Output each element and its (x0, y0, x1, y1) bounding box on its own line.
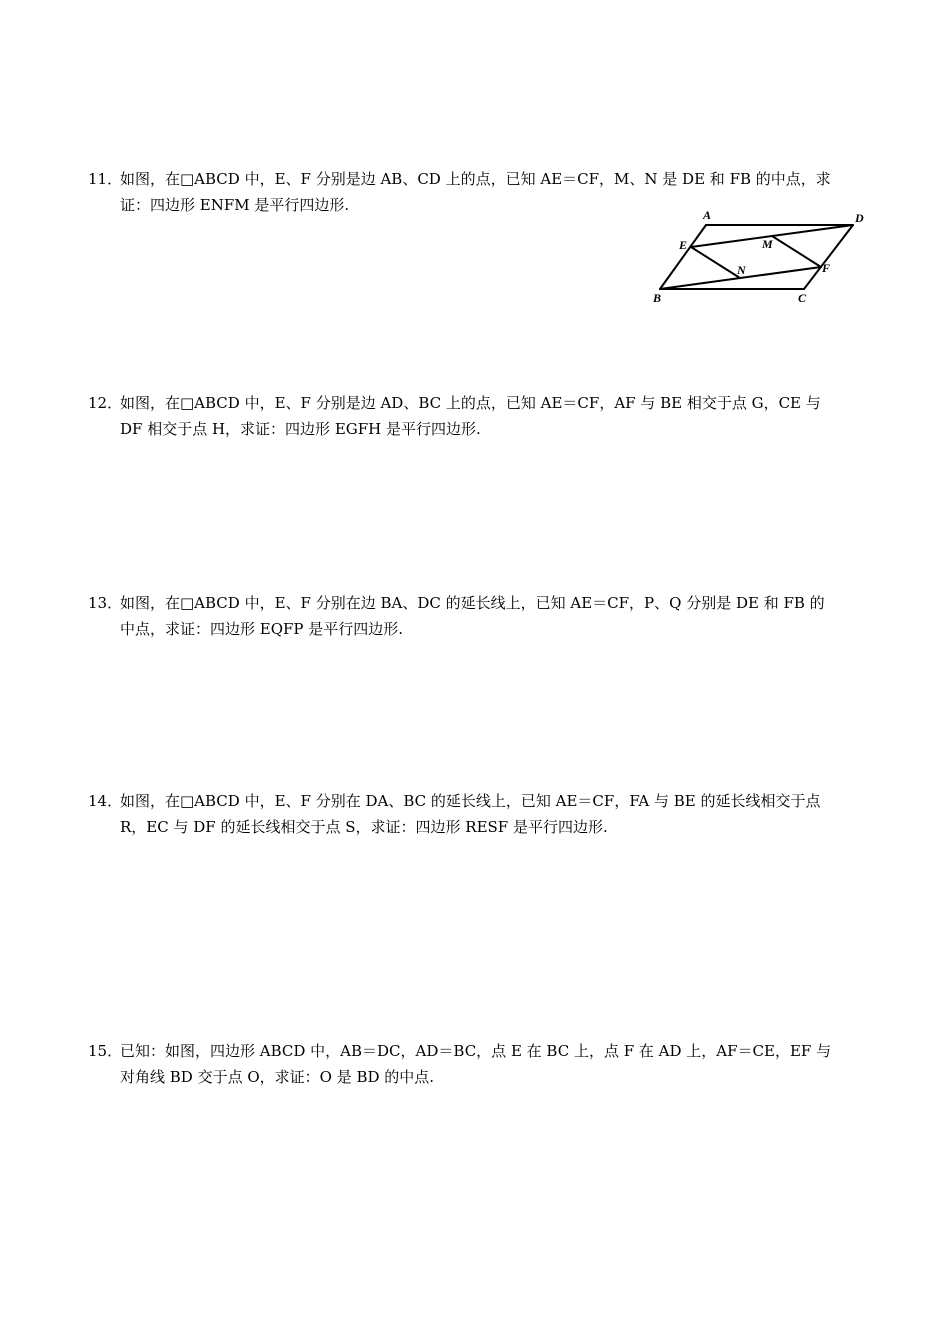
label-a: A (703, 208, 712, 222)
problem-12 (88, 390, 864, 442)
problem-number: 13． (88, 594, 123, 612)
problem-number: 15． (88, 1042, 123, 1060)
problem-text-line1: 如图，在□ABCD 中，E、F 分别在 DA、BC 的延长线上，已知 AE＝CF，FA 与 BE 的延长线相交于点 (120, 792, 821, 810)
parallelogram-figure (648, 206, 870, 310)
label-m: M (762, 237, 773, 251)
problem-text-line1: 如图，在□ABCD 中，E、F 分别是边 AD、BC 上的点，已知 AE＝CF，AF 与 BE 相交于点 G，CE 与 (120, 394, 821, 412)
side-ba (660, 225, 706, 289)
problem-text-line1: 如图，在□ABCD 中，E、F 分别是边 AB、CD 上的点，已知 AE＝CF，M、N 是 DE 和 FB 的中点，求 (120, 170, 831, 188)
problem-text-line2: 中点，求证：四边形 EQFP 是平行四边形. (120, 620, 404, 638)
label-b: B (653, 291, 662, 305)
problem-text-line1: 已知：如图，四边形 ABCD 中，AB＝DC，AD＝BC，点 E 在 BC 上，点 F 在 AD 上，AF＝CE，EF 与 (120, 1042, 832, 1060)
problem-text-line2: 对角线 BD 交于点 O，求证：O 是 BD 的中点. (120, 1068, 435, 1086)
problem-text-line2: DF 相交于点 H，求证：四边形 EGFH 是平行四边形. (120, 420, 481, 438)
label-e: E (679, 238, 688, 252)
side-dc (804, 225, 853, 289)
problem-number: 12． (88, 394, 123, 412)
problem-text-line2: 证：四边形 ENFM 是平行四边形. (120, 196, 350, 214)
problem-13 (88, 590, 864, 642)
segment-en (691, 247, 740, 278)
problem-number: 11． (88, 170, 123, 188)
problem-text-line2: R，EC 与 DF 的延长线相交于点 S，求证：四边形 RESF 是平行四边形. (120, 818, 608, 836)
label-d: D (855, 211, 864, 225)
label-c: C (798, 291, 807, 305)
problem-15 (88, 1038, 864, 1090)
problem-text-line1: 如图，在□ABCD 中，E、F 分别在边 BA、DC 的延长线上，已知 AE＝CF，P、Q 分别是 DE 和 FB 的 (120, 594, 825, 612)
problem-number: 14． (88, 792, 123, 810)
label-n: N (737, 263, 746, 277)
segment-mf (772, 236, 821, 267)
problem-14 (88, 788, 864, 840)
label-f: F (822, 261, 831, 275)
